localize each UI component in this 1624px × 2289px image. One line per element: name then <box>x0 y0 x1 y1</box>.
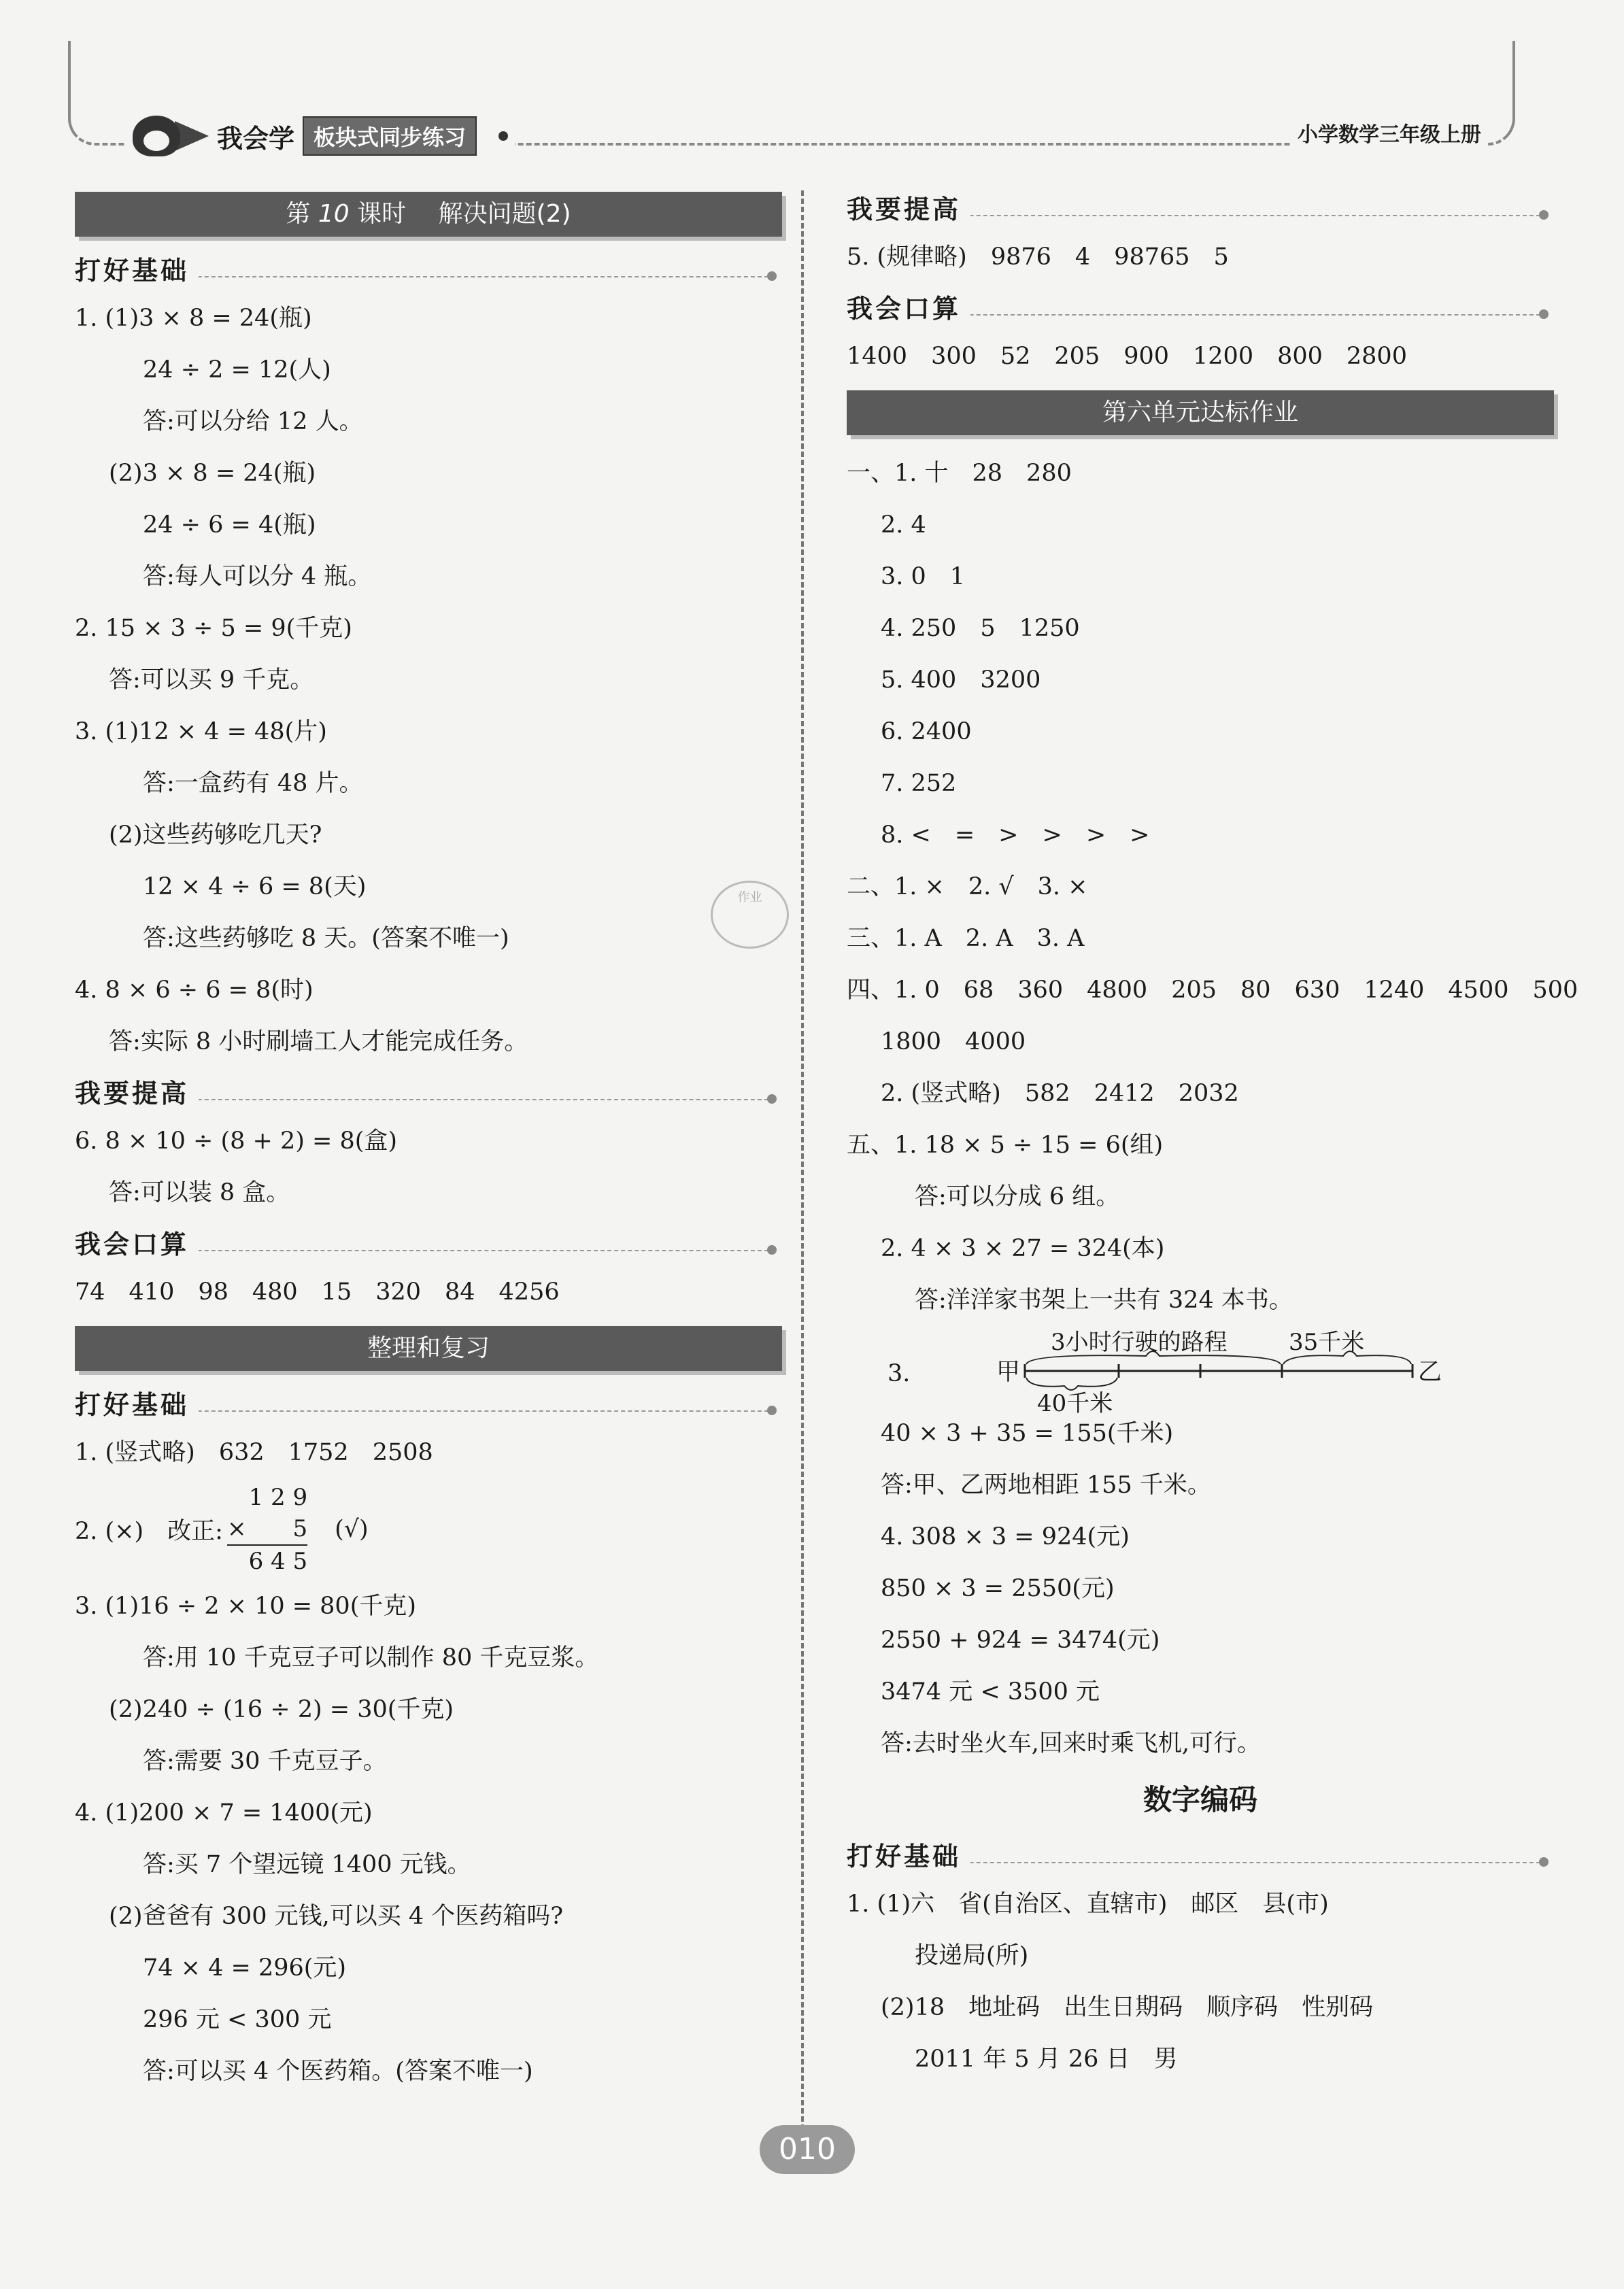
answer-line: 5. (规律略) 9876 4 98765 5 <box>847 243 1229 271</box>
multiplication-block: 1 2 9 × 5 6 4 5 <box>226 1484 308 1575</box>
section-header: 打好基础 <box>75 249 782 292</box>
unit-bar: 第六单元达标作业 <box>847 390 1554 435</box>
review-bar: 整理和复习 <box>75 1326 782 1371</box>
answer-line: 答:可以买 4 个医药箱。(答案不唯一) <box>143 2058 533 2085</box>
answer-line: 答:可以分给 12 人。 <box>143 408 363 435</box>
lesson-number: 10 <box>318 200 350 228</box>
answer-line: 答:这些药够吃 8 天。(答案不唯一) <box>143 925 509 952</box>
answer-line: 投递局(所) <box>915 1942 1029 1969</box>
lesson-bar: 第 10 课时 解决问题(2) <box>75 192 782 237</box>
answer-line: 二、1. × 2. √ 3. × <box>847 873 1088 900</box>
answer-line: 答:甲、乙两地相距 155 千米。 <box>881 1472 1211 1499</box>
answer-line: 1. (1)3 × 8 = 24(瓶) <box>75 305 312 332</box>
answer-line: 24 ÷ 6 = 4(瓶) <box>143 511 316 539</box>
section-header: 打好基础 <box>847 1835 1554 1878</box>
answer-line: 8. < = > > > > <box>881 821 1150 849</box>
answer-line: 40 × 3 + 35 = 155(千米) <box>881 1420 1174 1447</box>
answer-line: 2. (竖式略) 582 2412 2032 <box>881 1080 1239 1107</box>
answer-line: 3. 0 1 <box>881 563 966 590</box>
answer-line: (2)这些药够吃几天? <box>109 821 322 849</box>
dot-icon <box>498 131 508 141</box>
section-header: 我会口算 <box>847 287 1554 330</box>
grade-label: 小学数学三年级上册 <box>1291 118 1488 148</box>
answer-line: 答:可以分成 6 组。 <box>915 1183 1120 1210</box>
section-header: 我要提高 <box>847 188 1554 231</box>
answer-line: 答:可以装 8 盒。 <box>109 1179 290 1206</box>
answer-line: 296 元 < 300 元 <box>143 2006 332 2033</box>
answer-line: (2)3 × 8 = 24(瓶) <box>109 460 316 487</box>
segment-lines <box>847 1326 1459 1408</box>
section-header: 我要提高 <box>75 1072 782 1115</box>
diagram-top-label: 3小时行驶的路程 <box>1051 1329 1228 1356</box>
answer-line: 2. 4 × 3 × 27 = 324(本) <box>881 1235 1165 1262</box>
answer-line: 74 × 4 = 296(元) <box>143 1954 347 1982</box>
brand-logo <box>126 116 515 156</box>
left-column <box>75 184 782 2097</box>
answer-line: 2011 年 5 月 26 日 男 <box>915 2046 1178 2073</box>
answer-line: 7. 252 <box>881 770 957 797</box>
diagram-top-label-2: 35千米 <box>1289 1329 1365 1356</box>
answer-line: 12 × 4 ÷ 6 = 8(天) <box>143 873 367 900</box>
brand-name: 我会学 <box>217 123 295 154</box>
answer-line: 1800 4000 <box>881 1028 1026 1055</box>
answer-line: 74 410 98 480 15 320 84 4256 <box>75 1278 560 1306</box>
stamp-logo: 作业 <box>711 881 789 949</box>
column-divider <box>801 190 804 2163</box>
diagram-bottom-label: 40千米 <box>1037 1390 1113 1417</box>
line-segment-diagram: 3. 甲 乙 3小时行驶的路程 35千米 40千米 <box>847 1326 1554 1408</box>
answer-line: 一、1. 十 28 280 <box>847 460 1072 487</box>
vertical-multiplication: 2. (×) 改正: 1 2 9 × 5 6 4 5 (√) <box>75 1478 782 1580</box>
answer-line: 答:可以买 9 千克。 <box>109 666 314 694</box>
answer-line: (2)240 ÷ (16 ÷ 2) = 30(千克) <box>109 1696 454 1723</box>
answer-line: 2. 4 <box>881 511 926 539</box>
answer-line: (2)爸爸有 300 元钱,可以买 4 个医药箱吗? <box>109 1903 564 1930</box>
answer-line: 6. 8 × 10 ÷ (8 + 2) = 8(盒) <box>75 1127 398 1155</box>
answer-line: 5. 400 3200 <box>881 666 1041 694</box>
answer-line: 三、1. A 2. A 3. A <box>847 925 1085 952</box>
answer-line: 1. (1)六 省(自治区、直辖市) 邮区 县(市) <box>847 1890 1329 1918</box>
answer-line: 2. 15 × 3 ÷ 5 = 9(千克) <box>75 615 352 642</box>
answer-line: 6. 2400 <box>881 718 972 745</box>
answer-line: 1. (竖式略) 632 1752 2508 <box>75 1439 433 1466</box>
answer-line: (2)18 地址码 出生日期码 顺序码 性别码 <box>881 1994 1374 2021</box>
answer-line: 答:实际 8 小时刷墙工人才能完成任务。 <box>109 1028 528 1055</box>
answer-line: 2550 + 924 = 3474(元) <box>881 1627 1160 1654</box>
answer-line: 答:去时坐火车,回来时乘飞机,可行。 <box>881 1730 1262 1757</box>
brand-tag: 板块式同步练习 <box>303 116 477 156</box>
answer-line: 3474 元 < 3500 元 <box>881 1678 1100 1706</box>
answer-line: 850 × 3 = 2550(元) <box>881 1575 1115 1602</box>
answer-line: 答:一盒药有 48 片。 <box>143 770 363 797</box>
answer-line: 答:用 10 千克豆子可以制作 80 千克豆浆。 <box>143 1644 599 1672</box>
answer-line: 五、1. 18 × 5 ÷ 15 = 6(组) <box>847 1132 1164 1159</box>
section-header: 打好基础 <box>75 1383 782 1427</box>
answer-line: 1400 300 52 205 900 1200 800 2800 <box>847 343 1407 370</box>
answer-line: 3. (1)16 ÷ 2 × 10 = 80(千克) <box>75 1593 417 1620</box>
point-b-label: 乙 <box>1418 1359 1442 1386</box>
point-a-label: 甲 <box>996 1359 1021 1386</box>
section-header: 我会口算 <box>75 1223 782 1266</box>
answer-line: 答:买 7 个望远镜 1400 元钱。 <box>143 1851 471 1878</box>
section-title: 数字编码 <box>1143 1783 1257 1816</box>
right-column <box>847 184 1578 2085</box>
answer-line: 4. 8 × 6 ÷ 6 = 8(时) <box>75 977 314 1004</box>
answer-line: 答:需要 30 千克豆子。 <box>143 1748 387 1775</box>
page-number: 010 <box>760 2125 855 2174</box>
answer-line: 3. (1)12 × 4 = 48(片) <box>75 718 327 745</box>
answer-line: 答:每人可以分 4 瓶。 <box>143 563 372 590</box>
answer-line: 4. (1)200 × 7 = 1400(元) <box>75 1799 373 1827</box>
answer-line: 24 ÷ 2 = 12(人) <box>143 356 331 384</box>
answer-line: 4. 250 5 1250 <box>881 615 1080 642</box>
answer-line: 4. 308 × 3 = 924(元) <box>881 1523 1130 1550</box>
answer-line: 答:洋洋家书架上一共有 324 本书。 <box>915 1287 1293 1314</box>
mascot-icon <box>133 116 180 156</box>
answer-line: 四、1. 0 68 360 4800 205 80 630 1240 4500 500 <box>847 977 1578 1004</box>
